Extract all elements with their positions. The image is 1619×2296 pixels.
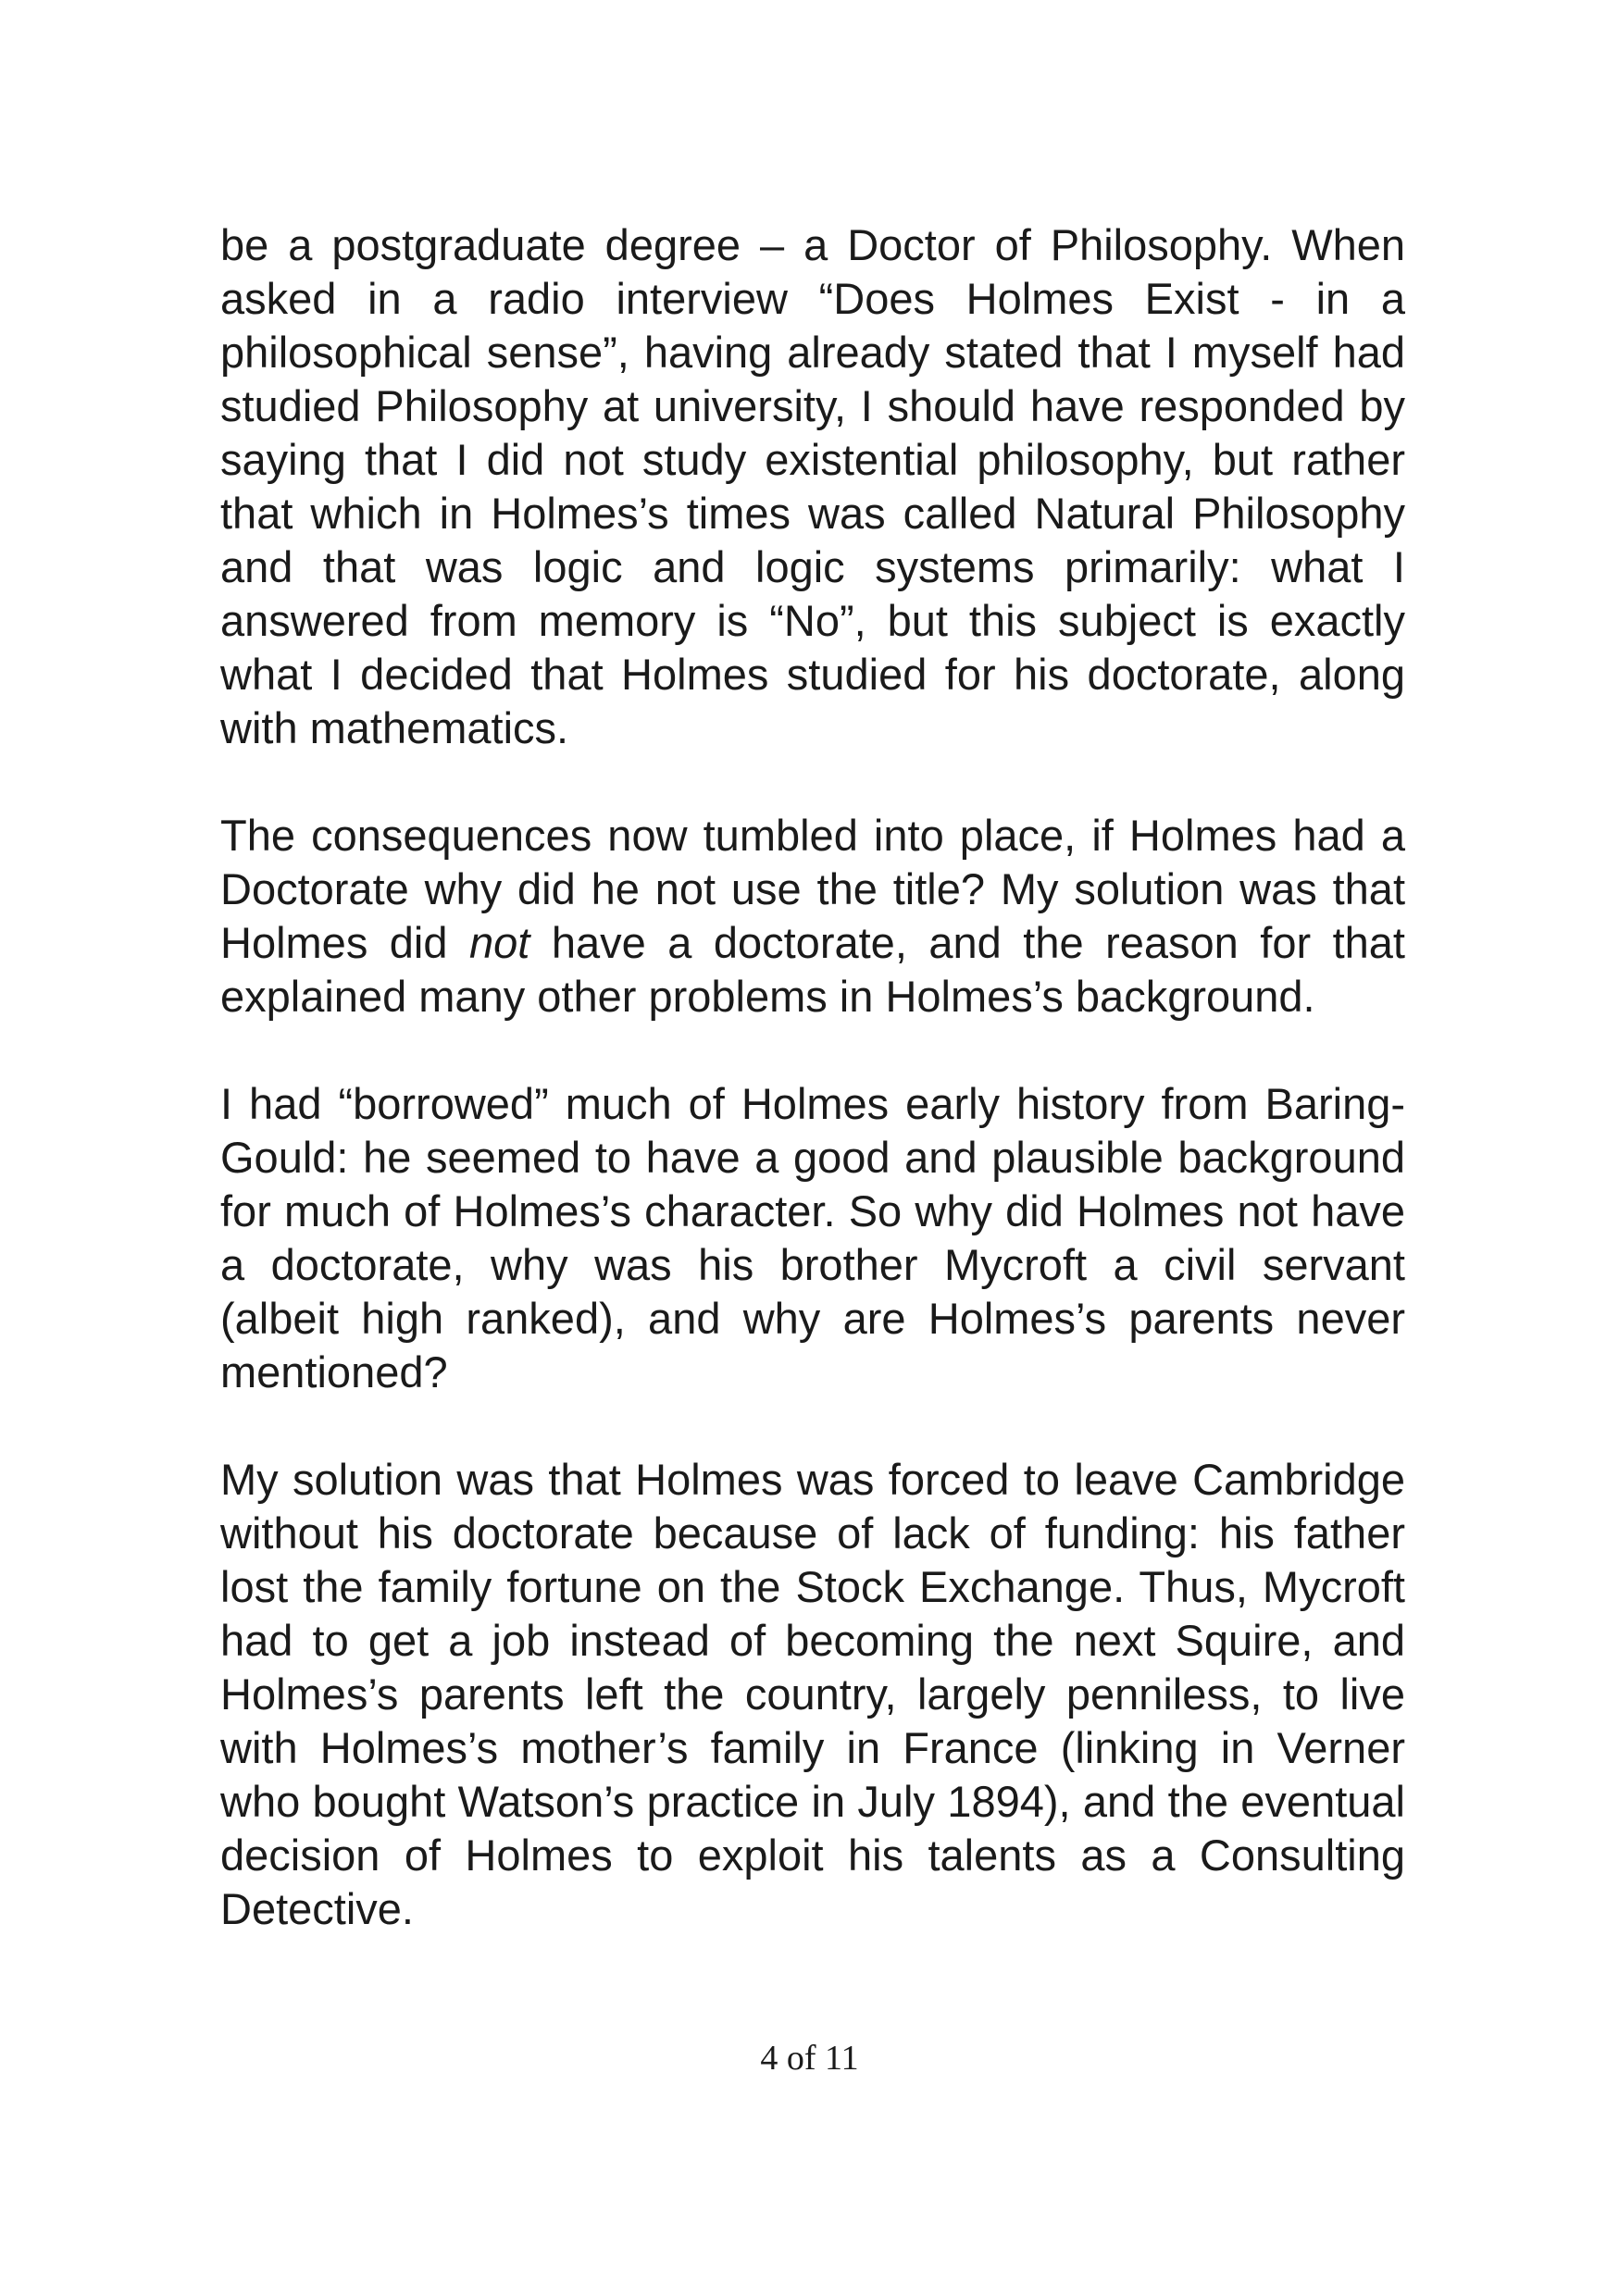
paragraph-3: I had “borrowed” much of Holmes early history from Baring-Gould: he seemed to have a good and plausible background for much of Holmes’s character. So why did Holmes not have a doctorate, why was his brother Mycroft a civil servant (albeit high ranked), and why are Holmes’s parents never mentioned? xyxy=(220,1079,1405,1396)
paragraph-4: My solution was that Holmes was forced to leave Cambridge without his doctorate because of lack of funding: his father lost the family fortune on the Stock Exchange. Thus, Mycroft had to get a job instead of becoming the next Squire, and Holmes’s parents left the country, largely penniless, to live with Holmes’s mother’s family in France (linking in Verner who bought Watson’s practice in July 1894), and the eventual decision of Holmes to exploit his talents as a Consulting Detective. xyxy=(220,1455,1405,1933)
paragraph-1: be a postgraduate degree – a Doctor of Philosophy. When asked in a radio interview “Does Holmes Exist - in a philosophical sense”, having already stated that I myself had studied Philosophy at university, I should have responded by saying that I did not study existential philosophy, but rather that which in Holmes’s times was called Natural Philosophy and that was logic and logic systems primarily: what I answered from memory is “No”, but this subject is exactly what I decided that Holmes studied for his doctorate, along with mathematics. xyxy=(220,220,1405,752)
emphasis-not: not xyxy=(469,918,530,967)
page-number: 4 of 11 xyxy=(760,2039,859,2078)
paragraph-2-start: The consequences now tumbled into place, if Holmes had a Doctorate why did he not use the title? My solution was that Holmes did xyxy=(220,811,1405,967)
paragraph-2 xyxy=(220,809,1405,1024)
paragraph-2-end: have a doctorate, and the reason for that explained many other problems in Holmes’s background. xyxy=(220,918,1405,1021)
body-text xyxy=(220,218,1405,1936)
